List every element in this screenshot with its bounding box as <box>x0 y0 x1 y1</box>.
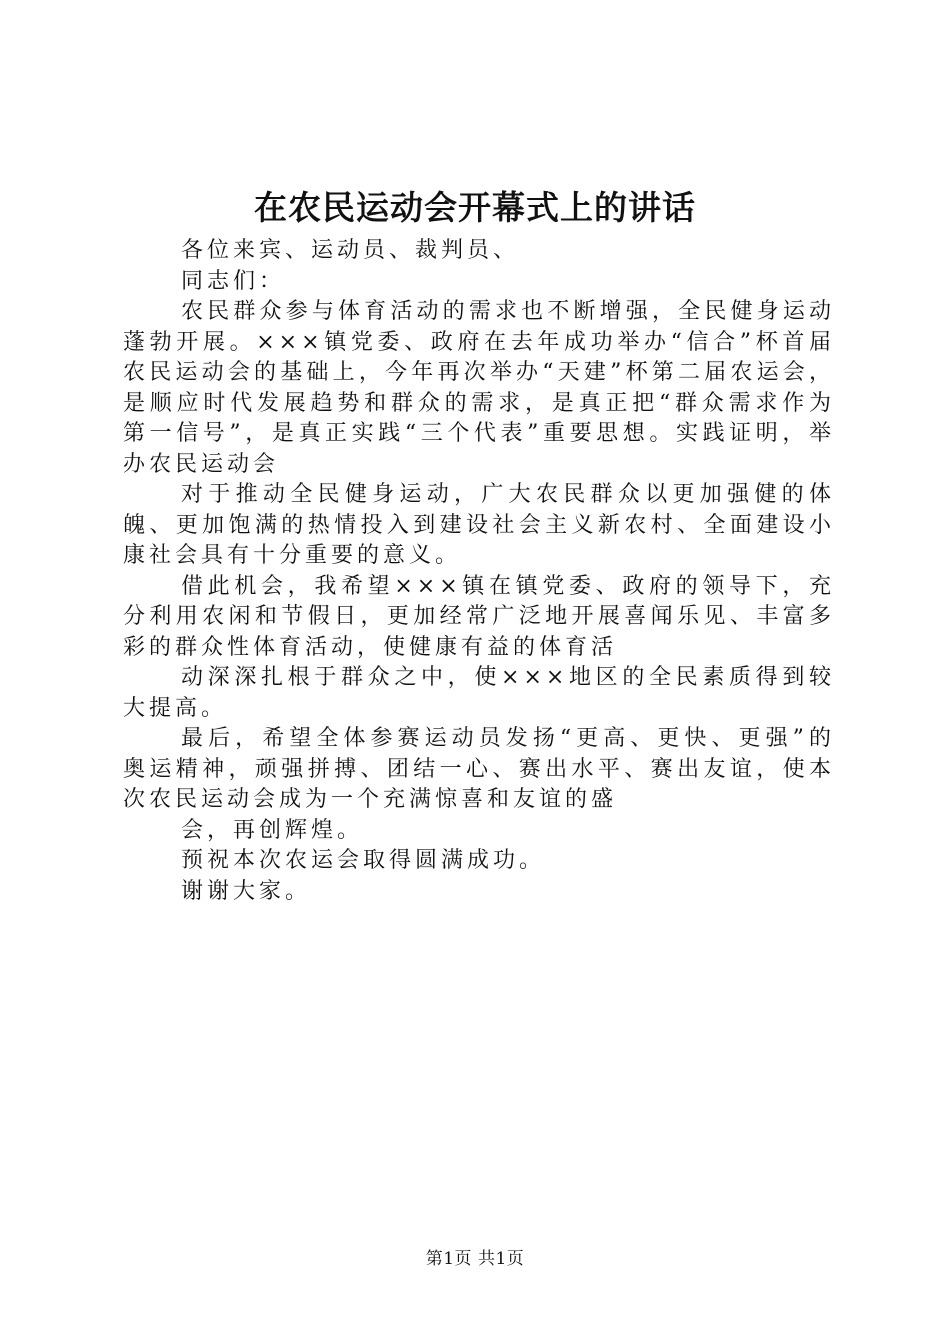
paragraph-body-3: 借此机会，我希望×××镇在镇党委、政府的领导下，充分利用农闲和节假日，更加经常广泛地开展喜闻乐见、丰富多彩的群众性体育活动，使健康有益的体育活 <box>123 573 835 660</box>
paragraph-body-2: 对于推动全民健身运动，广大农民群众以更加强健的体魄、更加饱满的热情投入到建设社会主义新农村、全面建设小康社会具有十分重要的意义。 <box>123 482 835 568</box>
paragraph-salutation: 各位来宾、运动员、裁判员、 <box>181 238 520 263</box>
document-title: 在农民运动会开幕式上的讲话 <box>254 188 696 227</box>
paragraph-body-5: 最后，希望全体参赛运动员发扬“更高、更快、更强”的奥运精神，顽强拼搏、团结一心、赛出水平、赛出友谊，使本次农民运动会成为一个充满惊喜和友谊的盛 <box>123 726 835 812</box>
paragraph-body-1: 农民群众参与体育活动的需求也不断增强，全民健身运动蓬勃开展。×××镇党委、政府在去年成功举办“信合”杯首届农民运动会的基础上，今年再次举办“天建”杯第二届农运会，是顺应时代发展趋势和群众的需求，是真正把“群众需求作为第一信号”，是真正实践“三个代表”重要思想。实践证明，举办农民运动会 <box>123 299 835 477</box>
page-footer: 第1页 共1页 <box>425 1249 525 1269</box>
paragraph-body-6: 会，再创辉煌。 <box>181 817 364 843</box>
paragraph-body-4: 动深深扎根于群众之中，使×××地区的全民素质得到较大提高。 <box>123 665 835 721</box>
paragraph-wish: 预祝本次农运会取得圆满成功。 <box>181 848 546 873</box>
paragraph-thanks: 谢谢大家。 <box>181 878 312 904</box>
document-body <box>123 236 835 907</box>
paragraph-comrades: 同志们： <box>181 268 286 294</box>
